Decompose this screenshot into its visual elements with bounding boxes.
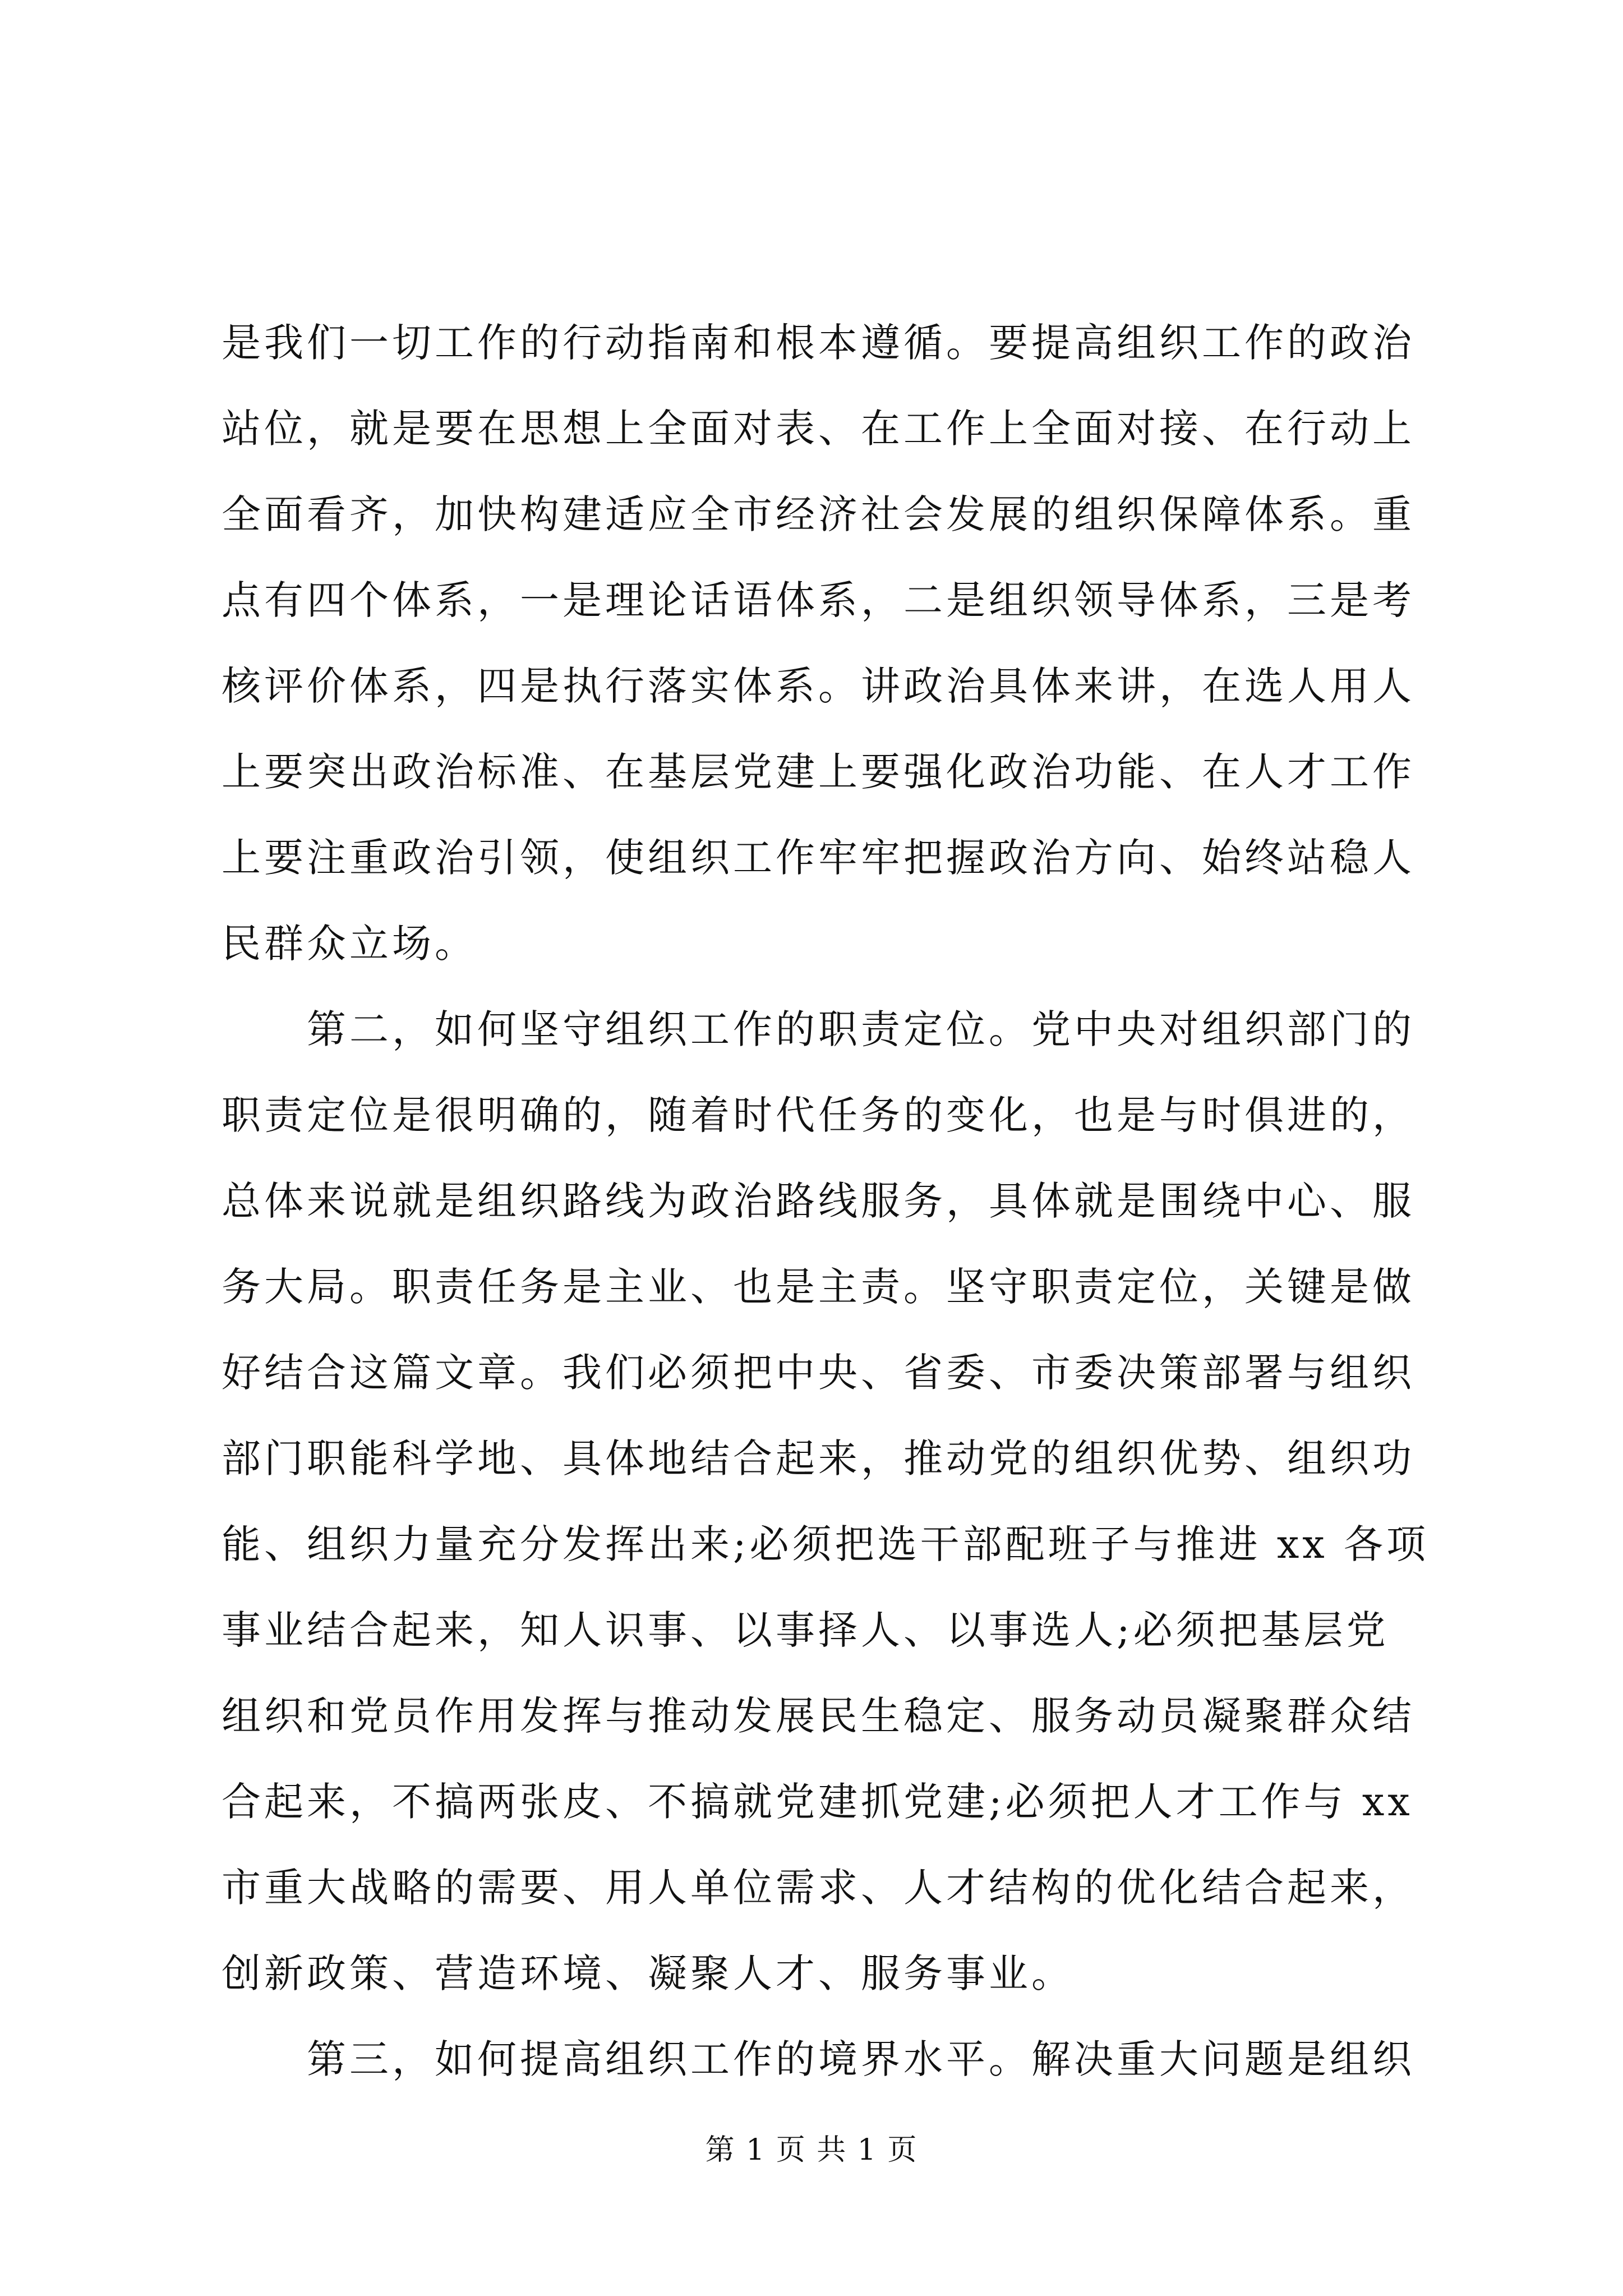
text-line: 部门职能科学地、具体地结合起来，推动党的组织优势、组织功 [222, 1435, 1415, 1481]
text-line: 职责定位是很明确的，随着时代任务的变化，也是与时俱进的， [222, 1092, 1415, 1138]
text-line: 创新政策、营造环境、凝聚人才、服务事业。 [222, 1950, 1074, 1996]
text-line: 事业结合起来，知人识事、以事择人、以事选人;必须把基层党 [222, 1607, 1389, 1653]
page-footer: 第 1 页 共 1 页 [705, 2133, 918, 2167]
text-line: 全面看齐，加快构建适应全市经济社会发展的组织保障体系。重 [222, 491, 1415, 537]
paragraph-start-line: 第二，如何坚守组织工作的职责定位。党中央对组织部门的 [307, 1006, 1415, 1052]
paragraph-start-line: 第三，如何提高组织工作的境界水平。解决重大问题是组织 [307, 2036, 1415, 2082]
text-line: 上要突出政治标准、在基层党建上要强化政治功能、在人才工作 [222, 749, 1415, 795]
text-line: 能、组织力量充分发挥出来;必须把选干部配班子与推进 xx 各项 [222, 1521, 1430, 1567]
text-line: 务大局。职责任务是主业、也是主责。坚守职责定位，关键是做 [222, 1264, 1415, 1310]
text-line: 点有四个体系，一是理论话语体系，二是组织领导体系，三是考 [222, 577, 1415, 623]
text-line: 合起来，不搞两张皮、不搞就党建抓党建;必须把人才工作与 xx [222, 1779, 1413, 1825]
text-line: 上要注重政治引领，使组织工作牢牢把握政治方向、始终站稳人 [222, 835, 1415, 881]
document-body [222, 300, 1430, 2102]
text-line: 民群众立场。 [222, 921, 477, 967]
text-line: 市重大战略的需要、用人单位需求、人才结构的优化结合起来， [222, 1865, 1415, 1911]
text-line: 是我们一切工作的行动指南和根本遵循。要提高组织工作的政治 [222, 320, 1415, 366]
text-line: 好结合这篇文章。我们必须把中央、省委、市委决策部署与组织 [222, 1350, 1415, 1396]
text-line: 核评价体系，四是执行落实体系。讲政治具体来讲，在选人用人 [222, 663, 1415, 709]
text-line: 组织和党员作用发挥与推动发展民生稳定、服务动员凝聚群众结 [222, 1693, 1415, 1739]
text-line: 总体来说就是组织路线为政治路线服务，具体就是围绕中心、服 [222, 1178, 1415, 1224]
text-line: 站位，就是要在思想上全面对表、在工作上全面对接、在行动上 [222, 406, 1415, 452]
